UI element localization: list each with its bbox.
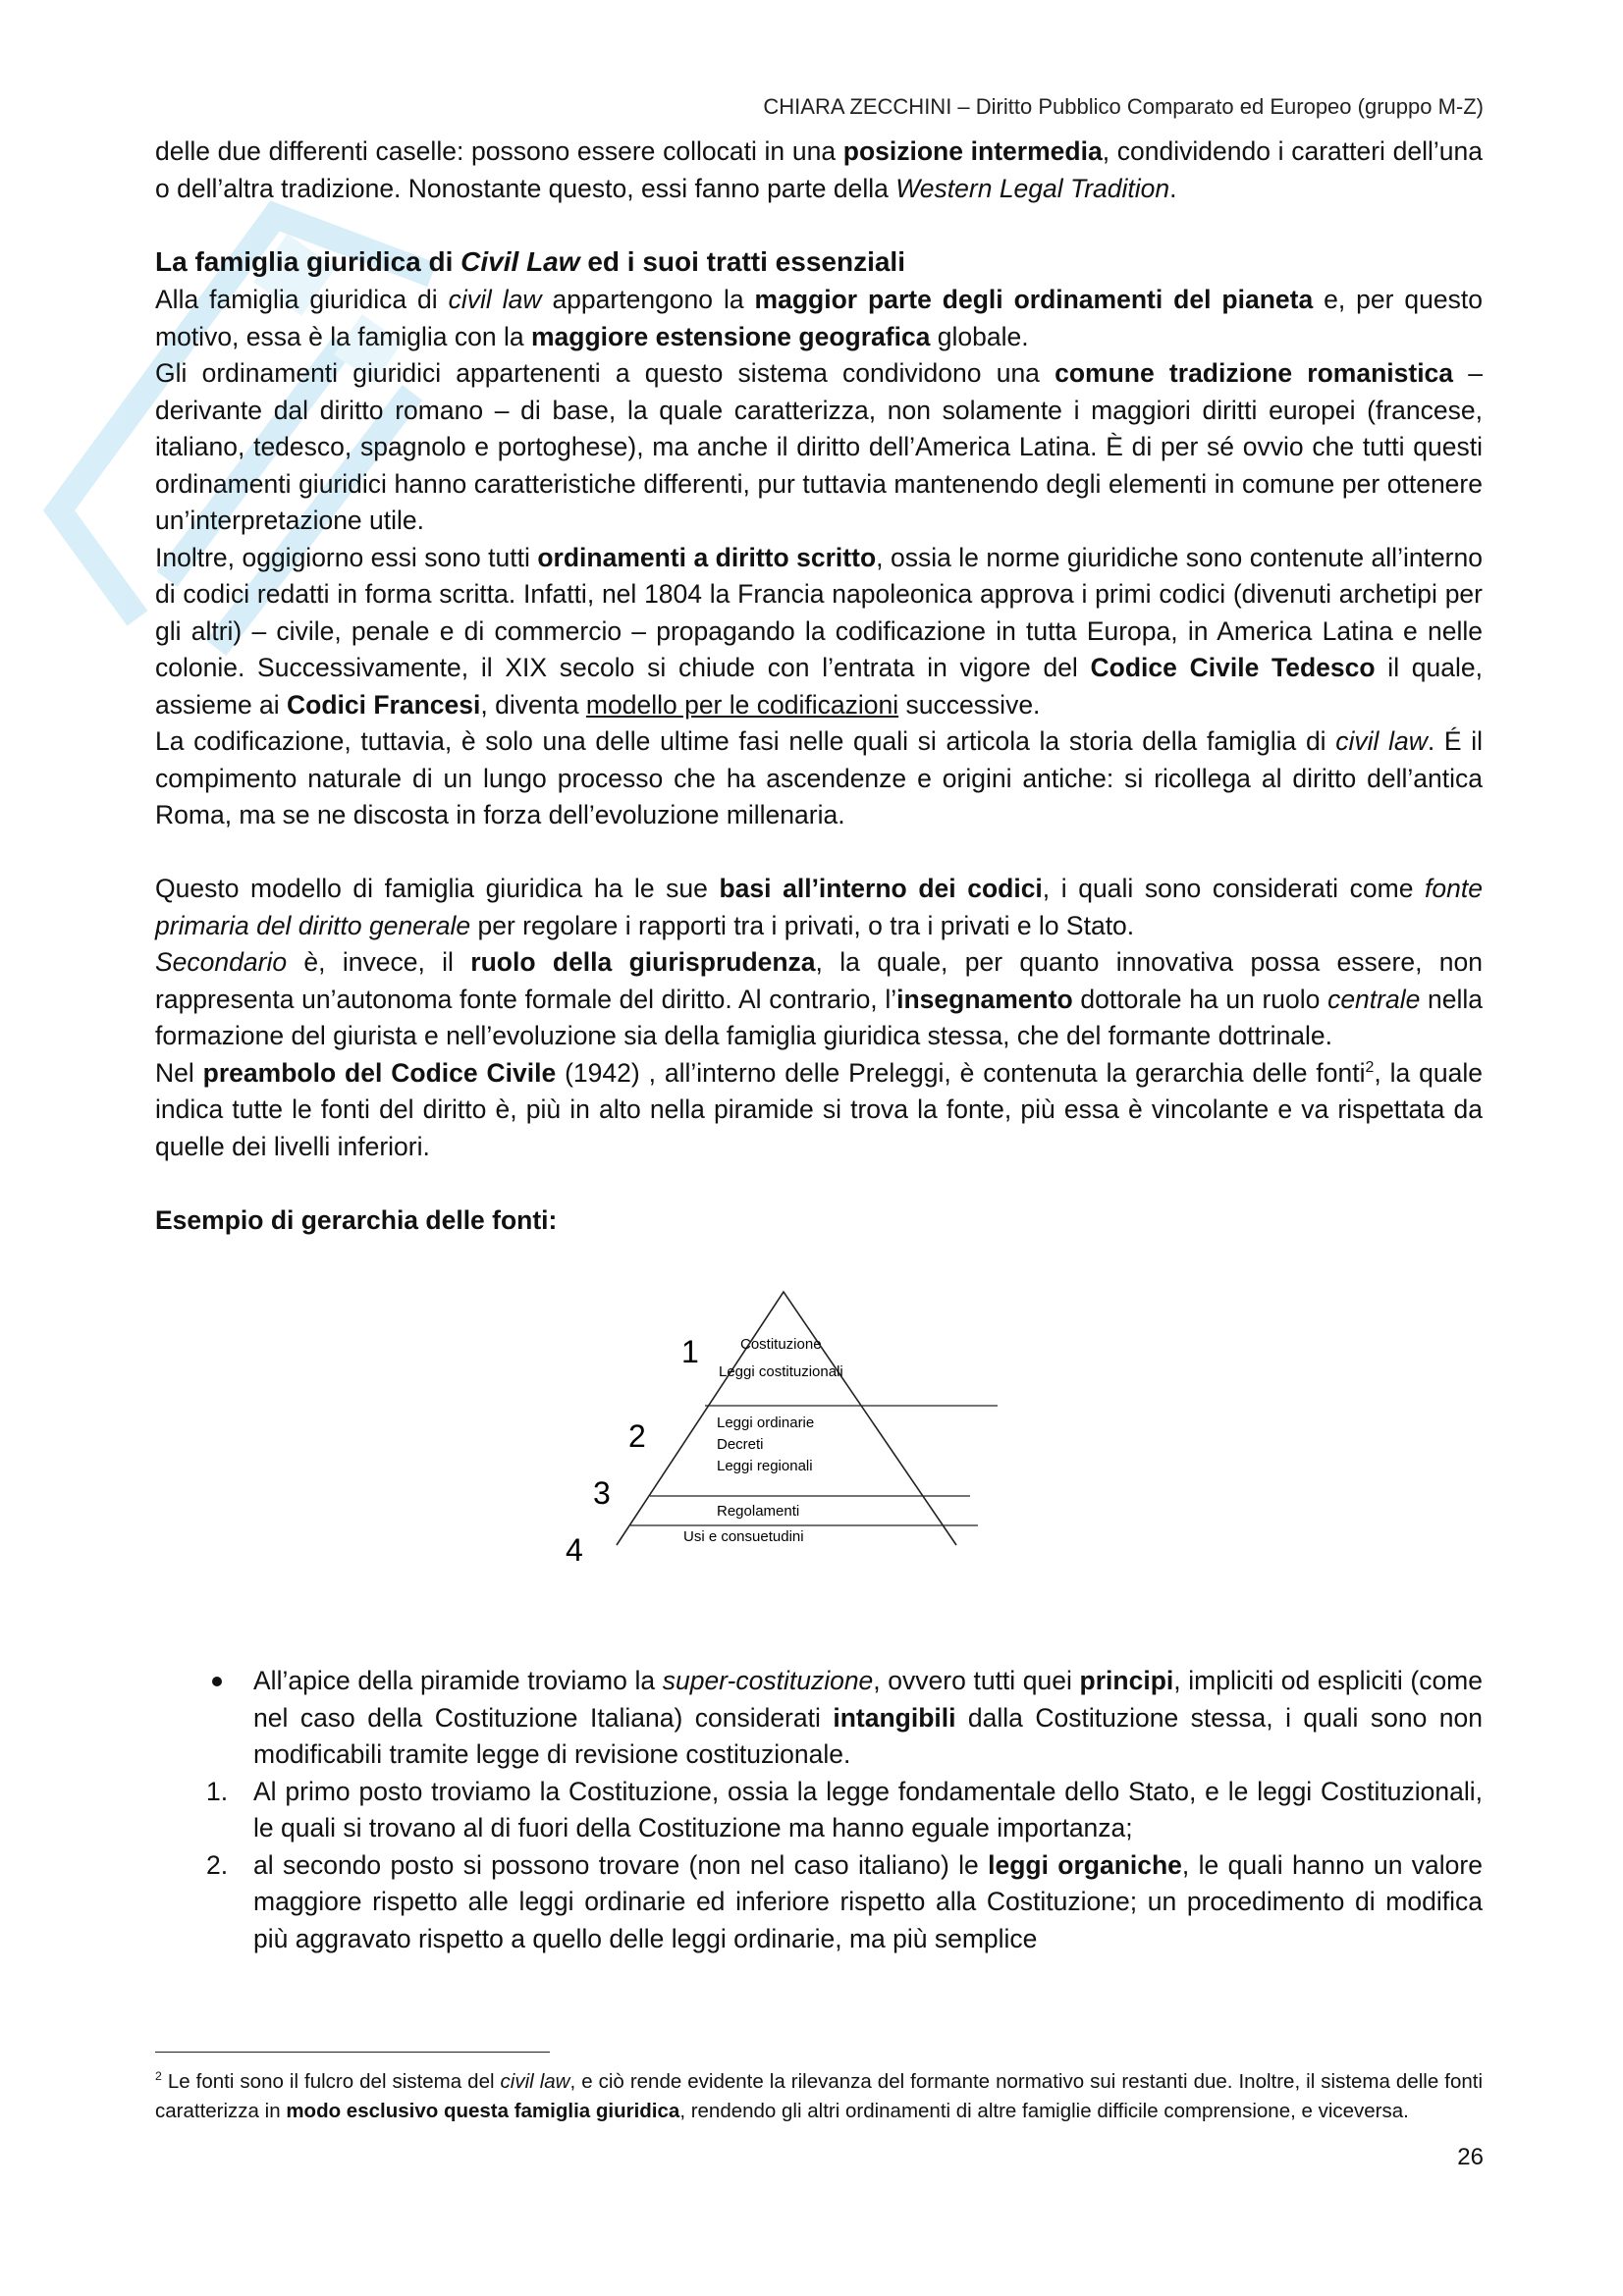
level-3-label-1: Regolamenti	[717, 1503, 800, 1520]
level-number-4: 4	[566, 1532, 583, 1568]
bullet-list	[155, 1663, 1483, 1774]
level-number-3: 3	[593, 1475, 611, 1511]
list-item-costituzione: 1. Al primo posto troviamo la Costituzione, ossia la legge fondamentale dello Stato, e le leggi Costituzionali, le quali si trovano al di fuori della Costituzione ma hanno eguale importanza;	[206, 1776, 1483, 1842]
paragraph-codes-basis: Questo modello di famiglia giuridica ha le sue basi all’interno dei codici, i quali sono considerati come fonte primaria del diritto generale per regolare i rapporti tra i privati, o tra i privati e lo Stato.	[155, 874, 1483, 940]
footnote: $^2$ Le fonti sono il fulcro del sistema del civil law, e ciò rende evidente la rilevanza del formante normativo sui restanti due. Inoltre, il sistema delle fonti caratterizza in modo esclusivo questa famiglia giuridica, rendendo gli altri ordinamenti di altre famiglie difficile comprensione, e viceversa.	[155, 2069, 1483, 2122]
level-1-label-1: Costituzione	[740, 1336, 822, 1353]
level-1-label-2: Leggi costituzionali	[719, 1363, 843, 1380]
paragraph-jurisprudence: Secondario è, invece, il ruolo della giurisprudenza, la quale, per quanto innovativa possa essere, non rappresenta un’autonoma fonte formale del diritto. Al contrario, l’insegnamento dottorale ha un ruolo centrale nella formazione del giurista e nell’evoluzione sia della famiglia giuridica stessa, che del formante dottrinale.	[155, 947, 1483, 1050]
pyramid-figure	[155, 1274, 1483, 1663]
paragraph-civil-law-extension: Alla famiglia giuridica di civil law appartengono la maggior parte degli ordinamenti del pianeta e, per questo motivo, essa è la famiglia con la maggiore estensione geografica globale.	[155, 285, 1483, 351]
paragraph-preamble: Nel preambolo del Codice Civile (1942) , all’interno delle Preleggi, è contenuta la gerarchia delle fonti$^2$, la quale indica tutte le fonti del diritto è, più in alto nella piramide si trova la fonte, più essa è vincolante e va rispettata da quelle dei livelli inferiori.	[155, 1057, 1483, 1161]
level-2-label-1: Leggi ordinarie	[717, 1415, 815, 1431]
main-content	[155, 133, 1483, 1957]
level-2-label-3: Leggi regionali	[717, 1458, 813, 1474]
paragraph-written-law: Inoltre, oggigiorno essi sono tutti ordinamenti a diritto scritto, ossia le norme giuridiche sono contenute all’interno di codici redatti in forma scritta. Infatti, nel 1804 la Francia napoleonica approva i primi codici (divenuti archetipi per gli altri) – civile, penale e di commercio – propagando la codificazione in tutta Europa, in America Latina e nelle colonie. Successivamente, il XIX secolo si chiude con l’entrata in vigore del Codice Civile Tedesco il quale, assieme ai Codici Francesi, diventa modello per le codificazioni successive.	[155, 542, 1483, 720]
level-number-1: 1	[681, 1334, 699, 1369]
list-item-super-costituzione: All’apice della piramide troviamo la super-costituzione, ovvero tutti quei principi, impliciti od espliciti (come nel caso della Costituzione Italiana) considerati intangibili dalla Costituzione stessa, i quali sono non modificabili tramite legge di revisione costituzionale.	[155, 1663, 1483, 1774]
paragraph-codification: La codificazione, tuttavia, è solo una delle ultime fasi nelle quali si articola la storia della famiglia di civil law. É il compimento naturale di un lungo processo che ha ascendenze e origini antiche: si ricollega al diritto dell’antica Roma, ma se ne discosta in forza dell’evoluzione millenaria.	[155, 726, 1483, 829]
intro-paragraph: delle due differenti caselle: possono essere collocati in una posizione intermedia, condividendo i caratteri dell’una o dell’altra tradizione. Nonostante questo, essi fanno parte della Western Legal Tradition.	[155, 136, 1483, 203]
pyramid-diagram	[566, 1274, 1019, 1569]
page-number: 26	[1457, 2144, 1484, 2170]
bullet-dot-icon	[212, 1677, 222, 1686]
example-title: Esempio di gerarchia delle fonti:	[155, 1204, 558, 1235]
numbered-list	[155, 1774, 1483, 1958]
paragraph-roman-tradition: Gli ordinamenti giuridici appartenenti a questo sistema condividono una comune tradizione romanistica – derivante dal diritto romano – di base, la quale caratterizza, non solamente i maggiori diritti europei (francese, italiano, tedesco, spagnolo e portoghese), ma anche il diritto dell’America Latina. È di per sé ovvio che tutti questi ordinamenti giuridici hanno caratteristiche differenti, pur tuttavia mantenendo degli elementi in comune per ottenere un’interpretazione utile.	[155, 358, 1483, 535]
page-header: CHIARA ZECCHINI – Diritto Pubblico Comparato ed Europeo (gruppo M-Z)	[763, 94, 1484, 119]
level-2-label-2: Decreti	[717, 1436, 764, 1453]
section-heading: La famiglia giuridica di Civil Law ed i suoi tratti essenziali	[155, 246, 905, 277]
list-item-leggi-organiche: 2. al secondo posto si possono trovare (non nel caso italiano) le leggi organiche, le quali hanno un valore maggiore rispetto alle leggi ordinarie ed inferiore rispetto alla Costituzione; un procedimento di modifica più aggravato rispetto a quello delle leggi ordinarie, ma più semplice	[206, 1849, 1483, 1953]
level-4-label-1: Usi e consuetudini	[683, 1528, 804, 1545]
footnote-divider	[155, 2052, 550, 2053]
level-number-2: 2	[628, 1418, 646, 1454]
footnote-ref[interactable]: 2	[1365, 1058, 1375, 1076]
